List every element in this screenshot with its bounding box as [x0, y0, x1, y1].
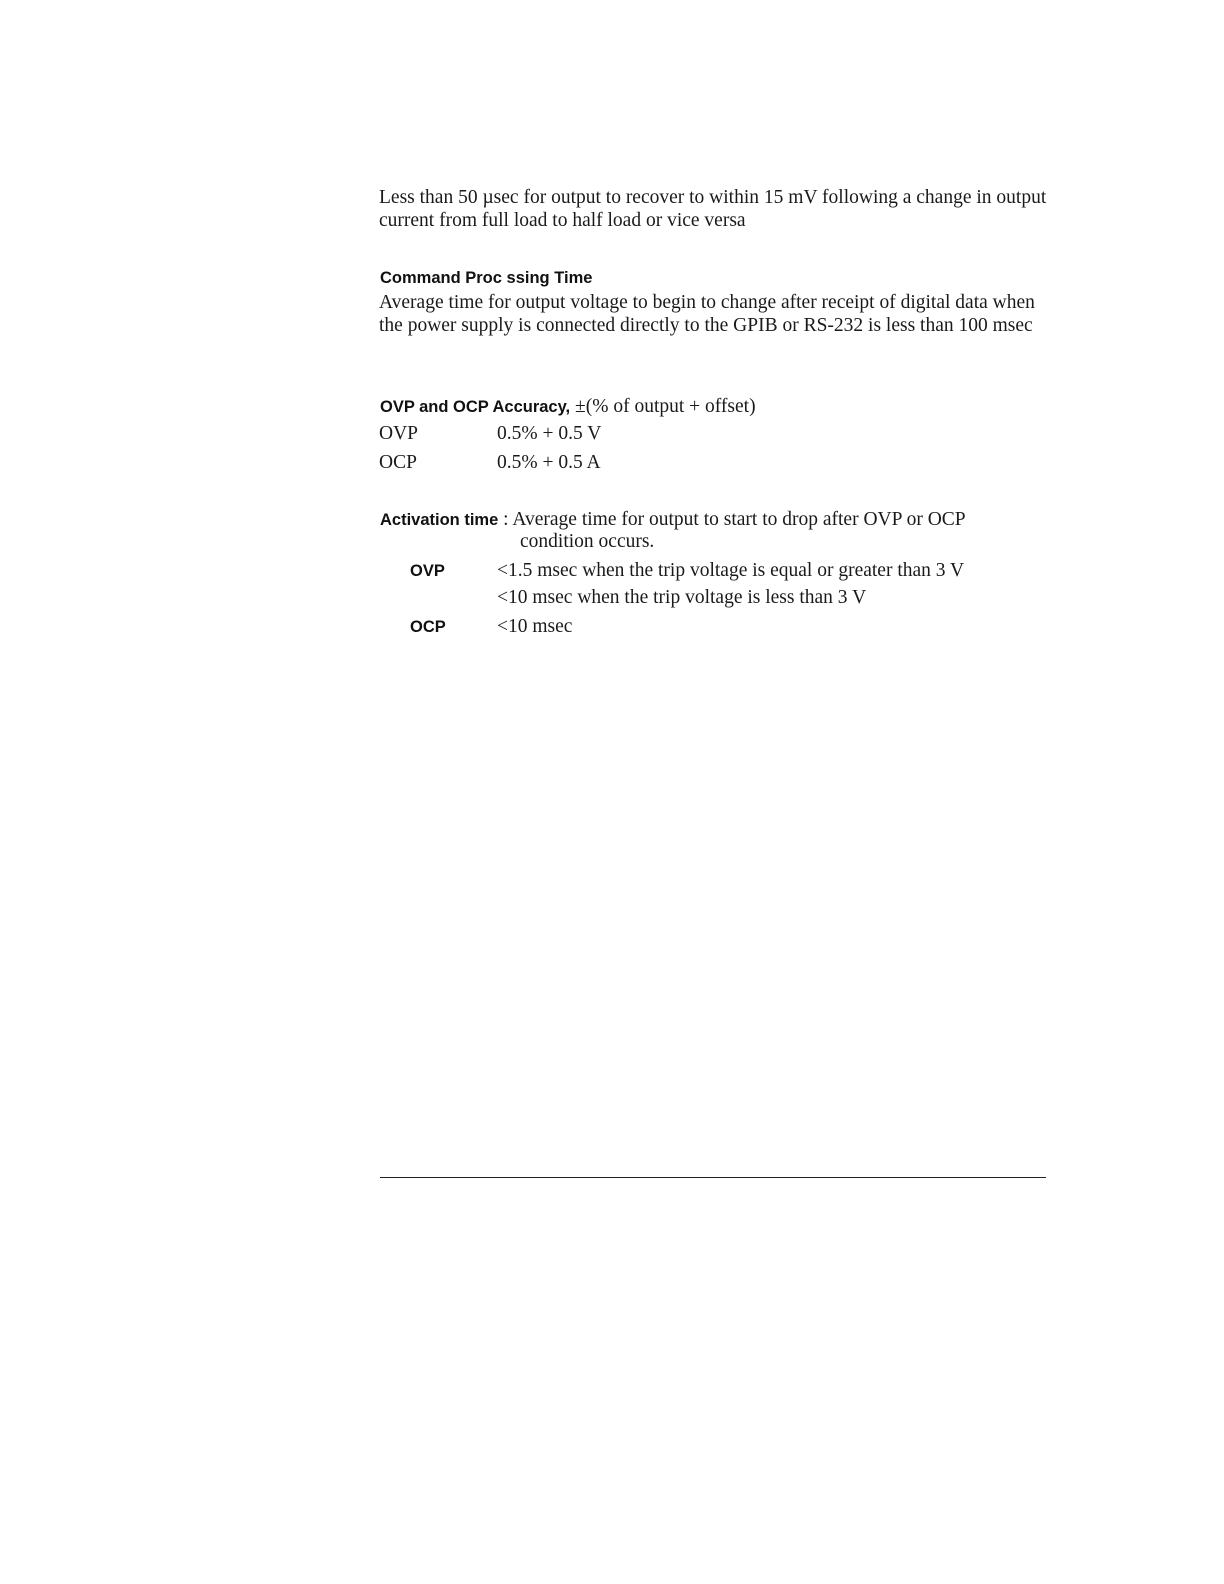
accuracy-row-label: OVP — [379, 423, 419, 444]
activation-row-value: <1.5 msec when the trip voltage is equal or greater than 3 V — [497, 560, 965, 581]
footer-divider — [380, 1177, 1046, 1178]
activation-time-heading-rest: : Average time for output to start to drop after OVP or OCP — [498, 509, 966, 530]
activation-row-value: <10 msec — [497, 616, 573, 637]
activation-row-label: OCP — [410, 618, 446, 636]
activation-row-value: <10 msec when the trip voltage is less than 3 V — [497, 587, 867, 608]
transient-response-text: Less than 50 µsec for output to recover to within 15 mV following a change in output current from full load to half load or vice versa — [379, 187, 1047, 231]
ovp-ocp-accuracy-heading — [380, 395, 756, 418]
accuracy-row-value: 0.5% + 0.5 V — [497, 423, 602, 444]
command-processing-text: Average time for output voltage to begin to change after receipt of digital data when the power supply is connected directly to the GPIB or RS-232 is less than 100 msec — [379, 292, 1035, 336]
ovp-ocp-accuracy-heading-bold: OVP and OCP Accuracy, — [380, 398, 571, 416]
accuracy-row-value: 0.5% + 0.5 A — [497, 452, 601, 473]
activation-time-heading-bold: Activation time — [380, 511, 499, 529]
activation-time-heading-continuation: condition occurs. — [520, 531, 655, 552]
ovp-ocp-accuracy-heading-rest: ±(% of output + offset) — [570, 396, 756, 417]
command-processing-heading: Command Proc ssing Time — [380, 269, 593, 287]
accuracy-row-label: OCP — [379, 452, 417, 473]
activation-time-heading — [380, 508, 966, 531]
activation-row-label: OVP — [410, 562, 445, 580]
